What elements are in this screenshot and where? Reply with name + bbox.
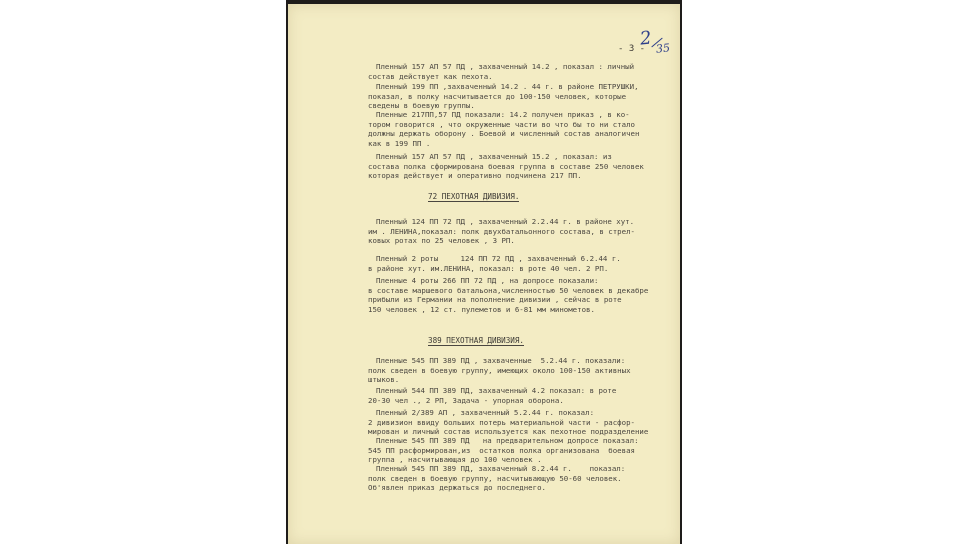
- document-line: состав действует как пехота.: [368, 71, 493, 81]
- document-line: Пленные 217ПП,57 ПД показали: 14.2 получен приказ , в ко-: [376, 110, 630, 119]
- document-line: 20-30 чел ., 2 РП, Задача - упорная оборона.: [368, 395, 564, 405]
- document-line: Пленный 545 ПП 389 ПД, захваченный 8.2.44 г. показал:: [376, 464, 626, 473]
- document-line: Пленные 545 ПП 389 ПД на предварительном допросе показал:: [376, 436, 639, 445]
- document-line: штыков.: [368, 375, 400, 385]
- document-line: которая действует и оперативно подчинена 217 ПП.: [368, 171, 582, 181]
- archive-folio-sub: 35: [655, 41, 671, 56]
- document-line: сведены в боевую группы.: [368, 101, 475, 111]
- document-line: Пленный 199 ПП ,захваченный 14.2 . 44 г. в районе ПЕТРУШКИ,: [376, 82, 639, 91]
- document-line: им . ЛЕНИНА,показал: полк двухбатальонного состава, в стрел-: [368, 226, 635, 236]
- document-line: Пленный 124 ПП 72 ПД , захваченный 2.2.44 г. в районе хут.: [376, 217, 635, 226]
- archive-folio-mark: 2: [638, 27, 653, 50]
- document-line: в районе хут. им.ЛЕНИНА, показал: в роте 40 чел. 2 РП.: [368, 263, 609, 273]
- document-line: показал, в полку насчитывается до 100-150 человек, которые: [368, 91, 627, 101]
- document-line: тором говорится , что окруженные части во что бы то ни стало: [368, 119, 635, 129]
- document-line: должны держать оборону . Боевой и численный состав аналогичен: [368, 129, 640, 139]
- document-line: состава полка сформирована боевая группа в составе 250 человек: [368, 161, 644, 171]
- document-line: Пленный 544 ПП 389 ПД, захваченный 4.2 показал: в роте: [376, 386, 617, 395]
- document-line: в составе маршевого батальона,численностью 50 человек в декабре: [368, 285, 649, 295]
- document-line: группа , насчитывающая до 100 человек .: [368, 455, 542, 465]
- document-line: Пленные 545 ПП 389 ПД , захваченные 5.2.44 г. показали:: [376, 356, 626, 365]
- document-line: 2 дивизион ввиду больших потерь материальной части - расфор-: [368, 417, 635, 427]
- document-line: полк сведен в боевую группу, имеющих около 100-150 активных: [368, 365, 631, 375]
- document-line: ковых ротах по 25 человек , 3 РП.: [368, 236, 515, 246]
- document-line: Об'явлен приказ держаться до последнего.: [368, 483, 546, 493]
- document-line: Пленный 2/389 АП , захваченный 5.2.44 г. показал:: [376, 408, 595, 417]
- document-line: Пленный 157 АП 57 ПД , захваченный 14.2 , показал : личный: [376, 62, 635, 71]
- document-line: 150 человек , 12 ст. пулеметов и 6-81 мм минометов.: [368, 304, 595, 314]
- document-line: Пленные 4 роты 266 ПП 72 ПД , на допросе показали:: [376, 276, 599, 285]
- document-line: Пленный 157 АП 57 ПД , захваченный 15.2 , показал: из: [376, 152, 612, 161]
- document-line: полк сведен в боевую группу, насчитывающую 50-60 человек.: [368, 473, 622, 483]
- document-line: Пленный 2 роты 124 ПП 72 ПД , захваченный 6.2.44 г.: [376, 254, 621, 263]
- section-heading: 72 ПЕХОТНАЯ ДИВИЗИЯ.: [428, 192, 520, 201]
- document-line: мирован и личный состав используется как пехотное подразделение: [368, 427, 649, 437]
- document-line: как в 199 ПП .: [368, 138, 431, 148]
- page-number: - 3 -: [618, 44, 646, 54]
- document-line: прибыли из Германии на пополнение дивизии , сейчас в роте: [368, 295, 622, 305]
- document-line: 545 ПП расформирован,из остатков полка организована боевая: [368, 445, 635, 455]
- section-heading: 389 ПЕХОТНАЯ ДИВИЗИЯ.: [428, 336, 525, 345]
- document-page: [288, 4, 680, 544]
